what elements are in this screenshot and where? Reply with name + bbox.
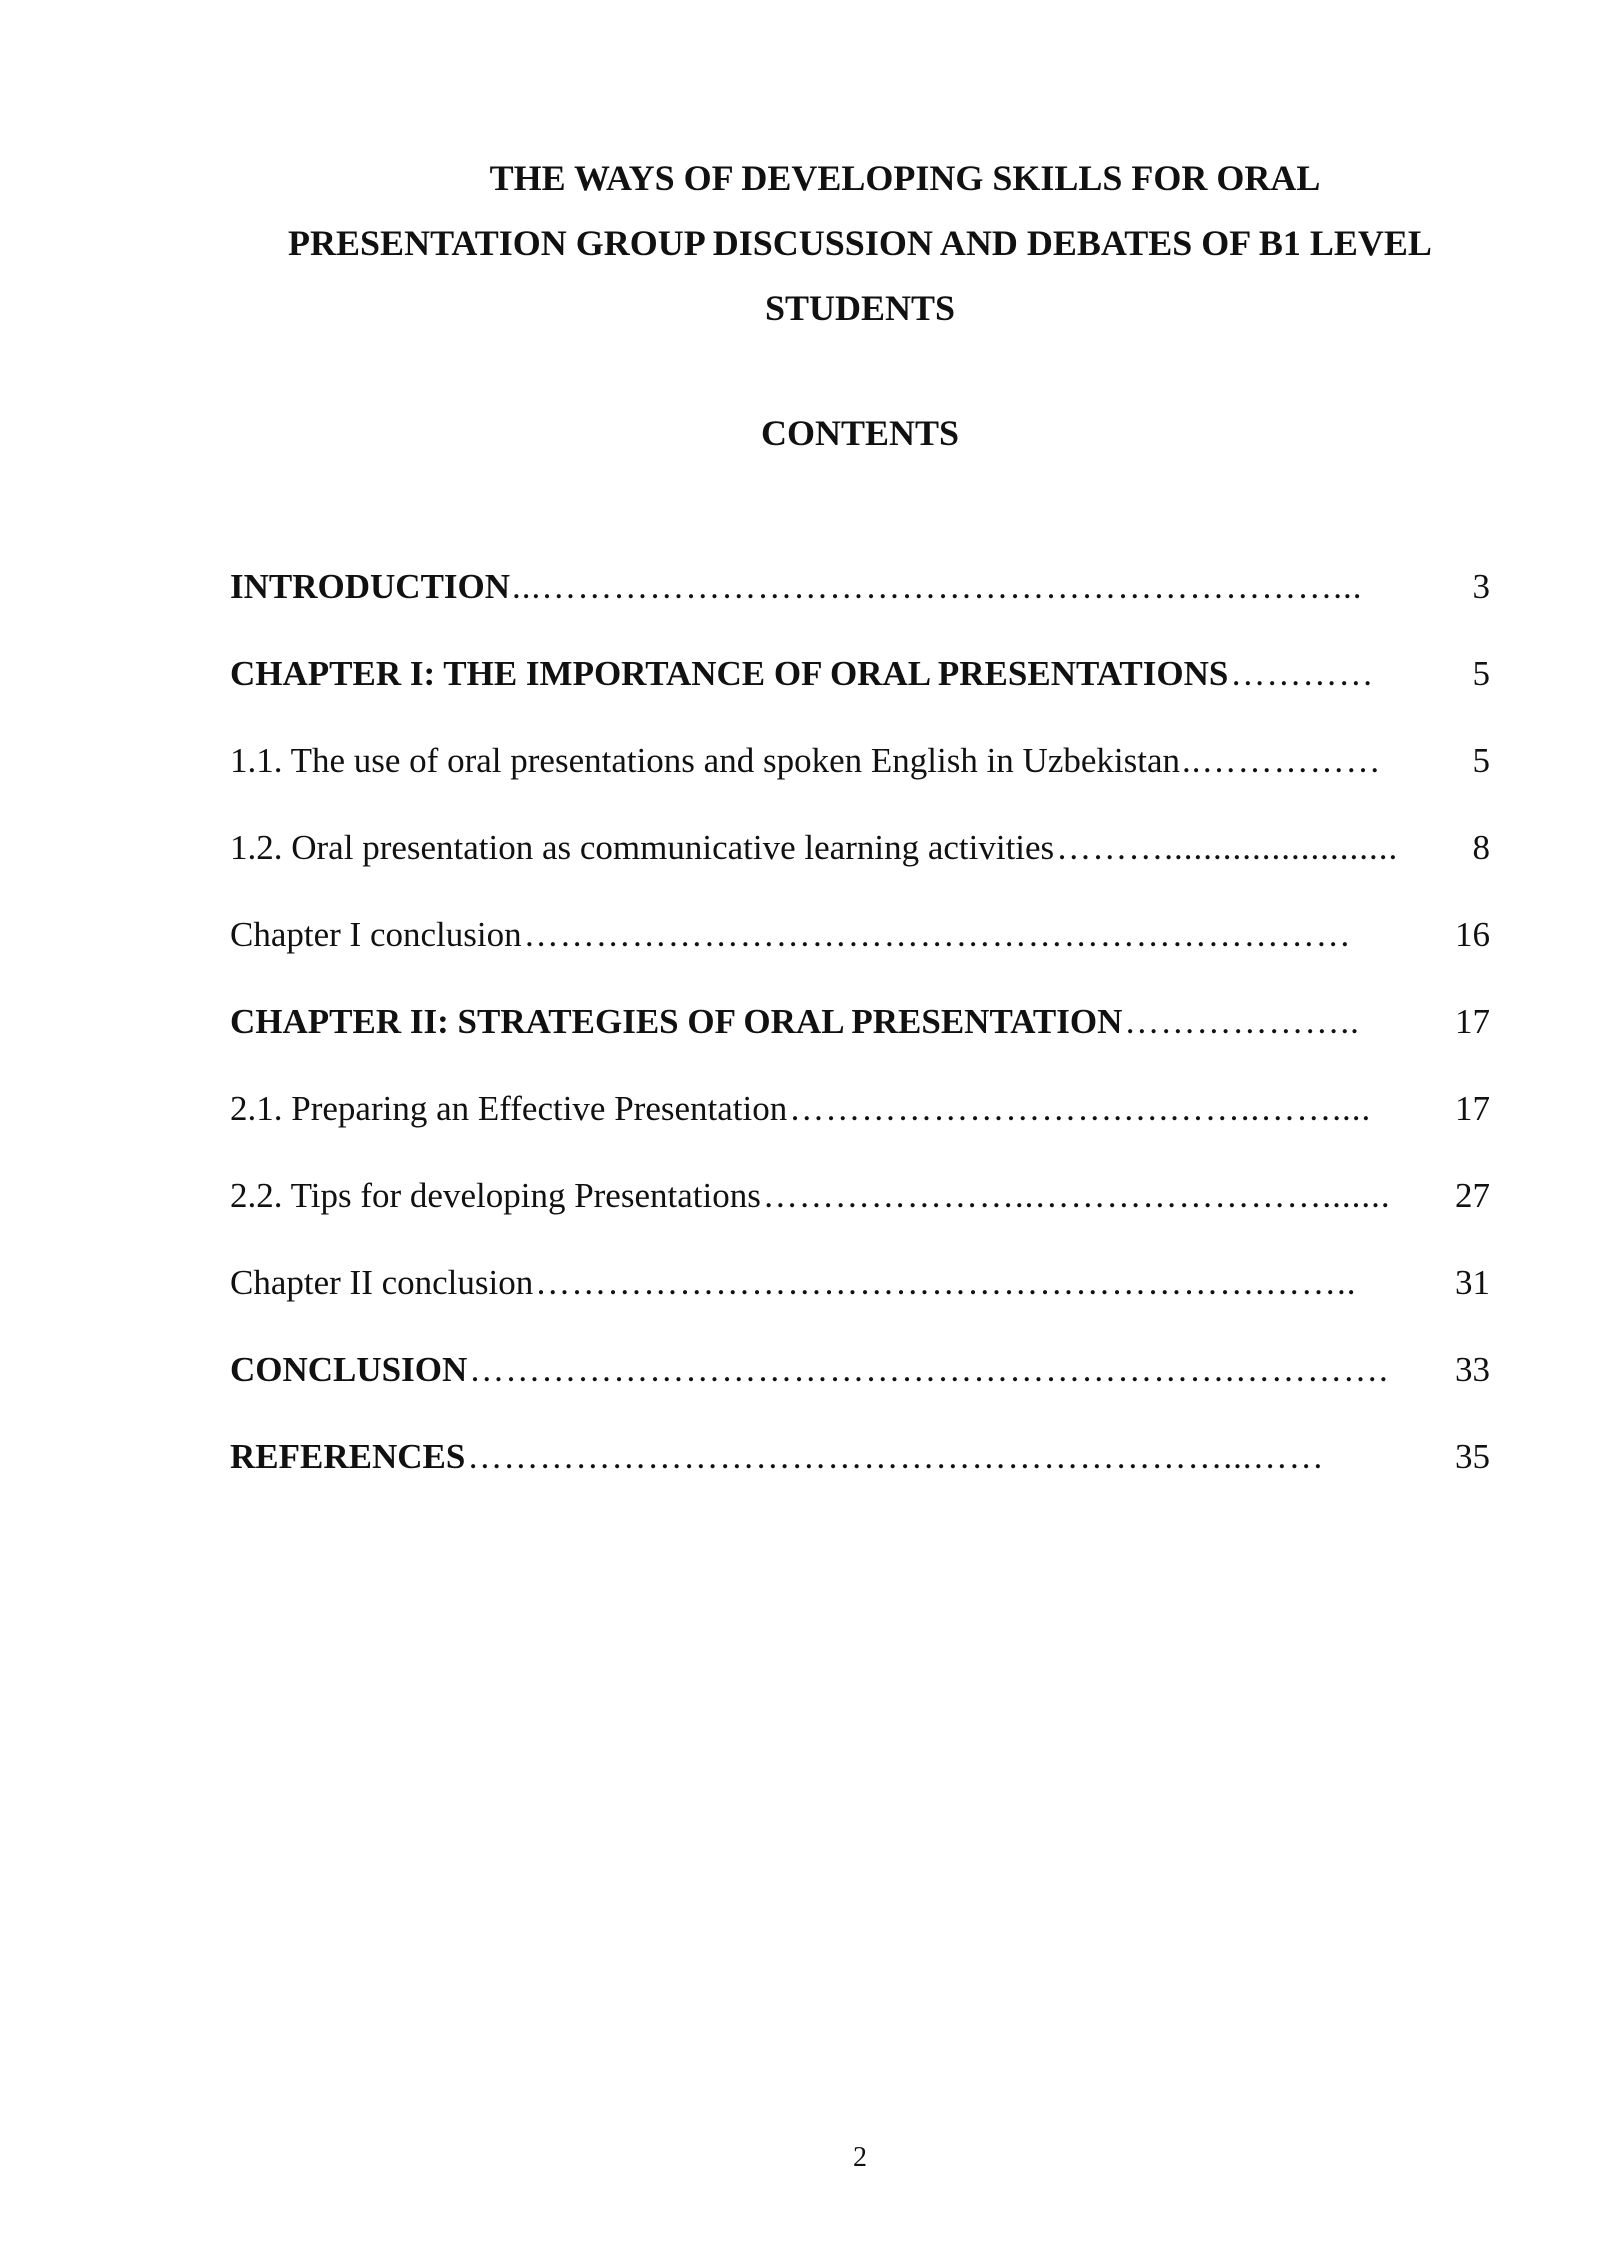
page-number: 2 [853, 2142, 867, 2173]
toc-page-number: 3 [1472, 567, 1490, 606]
toc-dot-leader: ...…………………………………………………………... [512, 567, 1363, 606]
toc-dot-leader: …………………………………………………………… [523, 915, 1352, 954]
contents-heading: CONTENTS [760, 413, 960, 453]
toc-entry-title: REFERENCES [230, 1437, 466, 1476]
toc-entry-title: 2.2. Tips for developing Presentations [230, 1176, 761, 1215]
toc-dot-leader: ………........................ [1056, 828, 1399, 867]
table-of-contents [230, 562, 1490, 1519]
toc-entry-title: CHAPTER I: THE IMPORTANCE OF ORAL PRESENTATIONS [230, 654, 1229, 693]
toc-entry-title: 1.1. The use of oral presentations and spoken English in Uzbekistan [230, 741, 1180, 780]
toc-dot-leader: …………………………………………………….…….. [535, 1263, 1357, 1302]
toc-page-number: 5 [1472, 654, 1490, 693]
title-line-1: THE WAYS OF DEVELOPING SKILLS FOR ORAL [489, 158, 1321, 198]
toc-entry [230, 1345, 1490, 1432]
document-title [230, 146, 1490, 341]
toc-dot-leader: ……………….. [1124, 1002, 1360, 1041]
toc-entry [230, 910, 1490, 997]
toc-page-number: 17 [1455, 1089, 1490, 1128]
toc-entry-title: Chapter I conclusion [230, 915, 522, 954]
toc-dot-leader: ………………………………………………………...…… [467, 1437, 1325, 1476]
toc-entry [230, 997, 1490, 1084]
title-line-3: STUDENTS [764, 288, 956, 328]
toc-entry [230, 1258, 1490, 1345]
toc-page-number: 27 [1455, 1176, 1490, 1215]
toc-entry [230, 1084, 1490, 1171]
toc-dot-leader: ………… [1230, 654, 1375, 693]
toc-entry [230, 562, 1490, 649]
toc-page-number: 31 [1455, 1263, 1490, 1302]
toc-entry [230, 649, 1490, 736]
toc-entry-title: CHAPTER II: STRATEGIES OF ORAL PRESENTATION [230, 1002, 1123, 1041]
title-line-2: PRESENTATION GROUP DISCUSSION AND DEBATES OF B1 LEVEL [288, 223, 1432, 263]
toc-dot-leader: ……………………………………………………….…………. [469, 1350, 1389, 1389]
toc-page-number: 8 [1472, 828, 1490, 867]
toc-entry [230, 736, 1490, 823]
toc-entry-title: Chapter II conclusion [230, 1263, 534, 1302]
toc-entry-title: INTRODUCTION [230, 567, 511, 606]
toc-entry [230, 1171, 1490, 1258]
toc-page-number: 33 [1455, 1350, 1490, 1389]
toc-page-number: 35 [1455, 1437, 1490, 1476]
toc-entry-title: 2.1. Preparing an Effective Presentation [230, 1089, 788, 1128]
toc-dot-leader: ……………………….….……..…….... [789, 1089, 1372, 1128]
toc-page-number: 16 [1455, 915, 1490, 954]
toc-dot-leader: …………………..……………………....... [762, 1176, 1391, 1215]
toc-entry-title: 1.2. Oral presentation as communicative learning activities [230, 828, 1055, 867]
toc-page-number: 5 [1472, 741, 1490, 780]
toc-entry [230, 823, 1490, 910]
toc-page-number: 17 [1455, 1002, 1490, 1041]
toc-entry-title: CONCLUSION [230, 1350, 468, 1389]
toc-dot-leader: ..…………… [1182, 741, 1382, 780]
toc-entry [230, 1432, 1490, 1519]
